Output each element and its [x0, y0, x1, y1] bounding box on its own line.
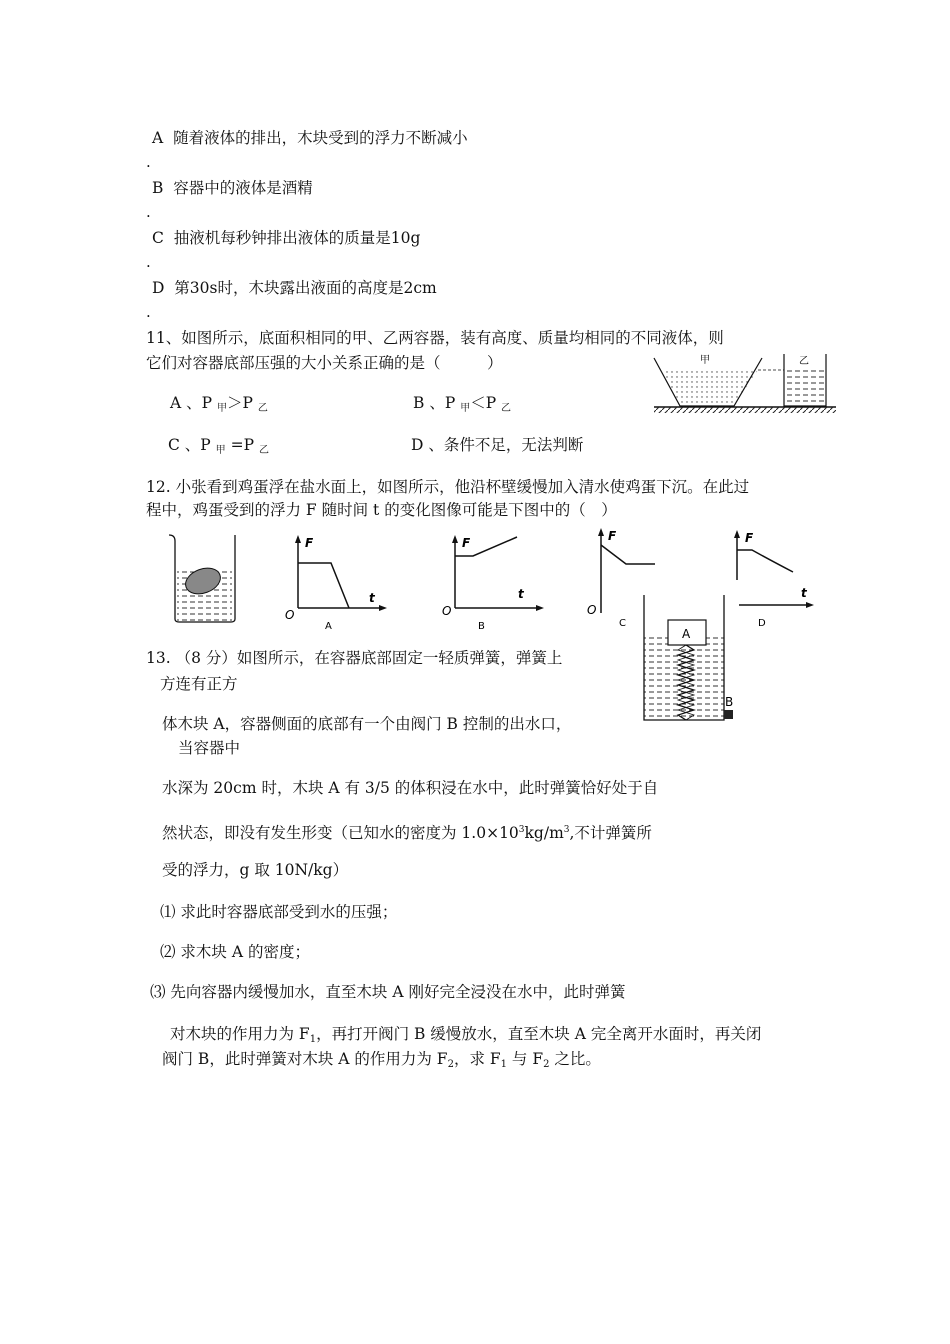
option-letter: B: [152, 179, 164, 197]
q11-option-c: [168, 435, 269, 461]
graph-label: C: [619, 618, 626, 629]
option-text: 随着液体的排出，木块受到的浮力不断减小: [173, 129, 468, 147]
q13-stem-line5: 水深为 20cm 时，木块 A 有 3/5 的体积浸在水中，此时弹簧恰好处于自: [162, 779, 659, 797]
container-yi-liquid: [784, 370, 826, 406]
subscript: 1: [500, 1059, 507, 1070]
q13-stem-line3: 体木块 A，容器侧面的底部有一个由阀门 B 控制的出水口，: [162, 715, 572, 733]
superscript: 3: [563, 825, 570, 835]
option-prefix: B 、P: [413, 394, 461, 412]
block-a-label: A: [682, 627, 691, 641]
valve-b: [724, 710, 733, 719]
q13-stem-line2: 方连有正方: [160, 675, 238, 693]
option-dot: .: [146, 153, 151, 171]
graph-label: A: [325, 621, 332, 632]
option-dot: .: [146, 203, 151, 221]
graph-label: D: [758, 618, 766, 629]
axis-x-label: t: [518, 587, 524, 601]
text-segment: 然状态，即没有发生形变（已知水的密度为 1.0×10: [162, 824, 519, 842]
q13-part1: ⑴ 求此时容器底部受到水的压强；: [160, 903, 398, 921]
beaker-egg-figure: [165, 533, 240, 625]
q11-stem-line2: 它们对容器底部压强的大小关系正确的是（ ）: [146, 354, 503, 372]
subscript: 乙: [257, 403, 268, 414]
text-segment: kg/m: [524, 824, 564, 842]
option-relation: =P: [225, 436, 259, 454]
subscript: 甲: [215, 445, 226, 456]
q11-option-a: [170, 393, 268, 419]
option-letter: C: [152, 229, 164, 247]
q13-stem-line6: [162, 820, 652, 843]
q13-stem-line4: 当容器中: [178, 739, 241, 757]
axis-x-label: t: [369, 591, 375, 605]
option-prefix: A 、P: [170, 394, 217, 412]
subscript: 甲: [216, 403, 227, 414]
q10-option-c: [152, 228, 420, 248]
text-segment: ，求 F: [453, 1050, 501, 1068]
q13-part3-line2: [170, 1024, 761, 1050]
q12-stem-line1: 12. 小张看到鸡蛋浮在盐水面上，如图所示，他沿杯壁缓慢加入清水使鸡蛋下沉。在此过: [146, 478, 750, 496]
subscript: 甲: [460, 403, 471, 414]
label-yi: 乙: [799, 356, 809, 367]
text-segment: ，再打开阀门 B 缓慢放水，直至木块 A 完全离开水面时，再关闭: [316, 1025, 762, 1043]
q13-part3-line3: [162, 1049, 601, 1075]
graph-label: B: [478, 621, 485, 632]
option-text: 容器中的液体是酒精: [173, 179, 313, 197]
q13-part2: ⑵ 求木块 A 的密度；: [160, 943, 310, 961]
graph-b: [440, 535, 550, 630]
subscript: 乙: [258, 445, 269, 456]
graph-a: [283, 535, 393, 630]
q12-stem-line2: 程中，鸡蛋受到的浮力 F 随时间 t 的变化图像可能是下图中的（ ）: [146, 501, 617, 519]
subscript: 1: [309, 1034, 317, 1045]
curve: [298, 563, 349, 608]
q13-part3: ⑶ 先向容器内缓慢加水，直至木块 A 刚好完全浸没在水中，此时弹簧: [150, 983, 626, 1001]
axis-y-label: F: [608, 529, 617, 543]
q10-option-b: [152, 178, 313, 198]
option-dot: .: [146, 303, 151, 321]
origin-label: O: [285, 608, 295, 622]
q11-stem-line1: 11、如图所示，底面积相同的甲、乙两容器，装有高度、质量均相同的不同液体，则: [146, 329, 724, 347]
option-relation: ＜P: [470, 394, 502, 412]
option-letter: D: [152, 279, 165, 297]
text-segment: 与 F: [507, 1050, 544, 1068]
option-relation: ＞P: [226, 394, 258, 412]
option-letter: A: [152, 129, 164, 147]
origin-label: O: [587, 603, 597, 617]
valve-b-label: B: [725, 695, 734, 709]
curve: [737, 550, 793, 572]
curve: [601, 545, 655, 564]
text-segment: 之比。: [549, 1050, 601, 1068]
text-segment: 阀门 B，此时弹簧对木块 A 的作用力为 F: [162, 1050, 448, 1068]
q11-option-d: D 、条件不足，无法判断: [411, 436, 584, 454]
option-dot: .: [146, 253, 151, 271]
q10-option-d: [152, 278, 437, 298]
q10-option-a: [152, 128, 468, 148]
superscript: 3: [518, 825, 525, 835]
option-text: 第30s时，木块露出液面的高度是2cm: [174, 279, 437, 297]
axis-y-label: F: [462, 536, 471, 550]
axis-y-label: F: [745, 531, 754, 545]
subscript: 乙: [501, 403, 512, 414]
origin-label: O: [442, 604, 452, 618]
axis-y-label: F: [305, 536, 314, 550]
q13-container-figure: [640, 593, 740, 728]
text-segment: 对木块的作用力为 F: [170, 1025, 310, 1043]
text-segment: ,不计弹簧所: [569, 824, 652, 842]
option-text: 抽液机每秒钟排出液体的质量是10g: [173, 229, 421, 247]
q11-containers-figure: [650, 350, 840, 415]
q11-option-b: [413, 393, 511, 419]
subscript: 2: [543, 1059, 550, 1070]
q13-stem-line1: 13. （8 分）如图所示，在容器底部固定一轻质弹簧，弹簧上: [146, 649, 563, 667]
subscript: 2: [447, 1059, 454, 1070]
q13-stem-line7: 受的浮力，g 取 10N/kg）: [162, 861, 349, 879]
label-jia: 甲: [700, 355, 710, 366]
option-prefix: C 、P: [168, 436, 216, 454]
axis-x-label: t: [801, 586, 807, 600]
